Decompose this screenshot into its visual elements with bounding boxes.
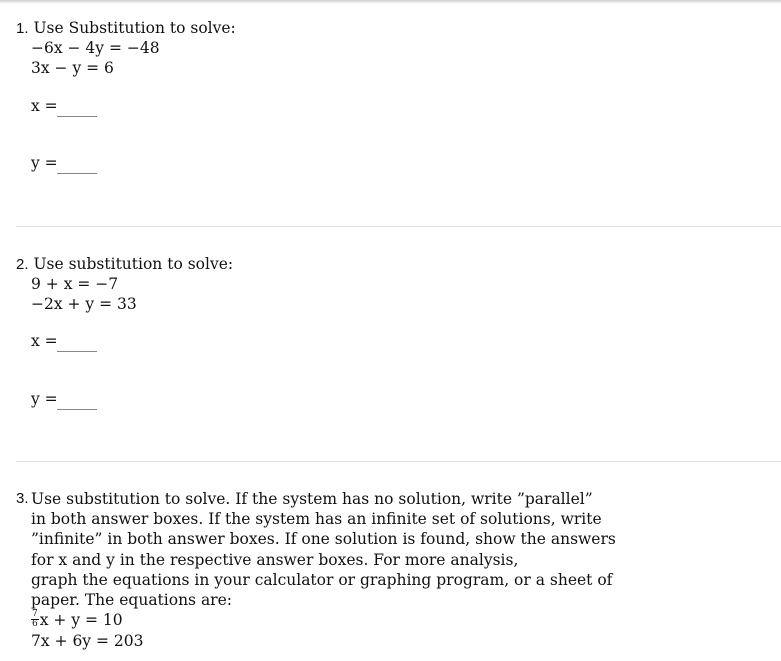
question-2-prompt bbox=[16, 254, 233, 275]
question-3-line-5: graph the equations in your calculator or graphing program, or a sheet of bbox=[31, 570, 613, 589]
fraction-numerator: 7 bbox=[32, 608, 38, 619]
question-2-x-label: x = bbox=[31, 332, 58, 350]
fraction-denominator: 6 bbox=[32, 618, 38, 629]
question-2-y-label: y = bbox=[31, 390, 58, 408]
question-2-number: 2. bbox=[16, 256, 29, 273]
question-1-answer-x[interactable] bbox=[31, 96, 111, 120]
question-3-number: 3. bbox=[16, 490, 29, 507]
question-2-equation-1: 9 + x = −7 bbox=[31, 275, 119, 293]
question-2-answer-y[interactable] bbox=[31, 389, 111, 413]
question-3-line-3: ”infinite” in both answer boxes. If one solution is found, show the answers bbox=[31, 530, 616, 549]
question-1-y-label: y = bbox=[31, 154, 58, 172]
question-3-line-1: Use substitution to solve. If the system has no solution, write ”parallel” bbox=[31, 490, 593, 508]
question-3-line-4: for x and y in the respective answer boxes. For more analysis, bbox=[31, 550, 519, 569]
question-1-equation-1: −6x − 4y = −48 bbox=[31, 39, 160, 57]
question-2-equation-2: −2x + y = 33 bbox=[31, 295, 137, 313]
question-3-line-6: paper. The equations are: bbox=[31, 591, 232, 610]
question-3-equation-1 bbox=[31, 610, 591, 631]
question-1-x-label: x = bbox=[31, 97, 58, 115]
question-1-equation-2: 3x − y = 6 bbox=[31, 59, 114, 77]
fraction bbox=[31, 610, 39, 629]
question-3-line-2: in both answer boxes. If the system has an infinite set of solutions, write bbox=[31, 510, 602, 529]
question-1-answer-y[interactable] bbox=[31, 153, 111, 177]
top-shadow bbox=[0, 0, 781, 4]
question-1-prompt bbox=[16, 18, 236, 39]
question-2-x-input[interactable] bbox=[57, 351, 97, 352]
question-1-text: Use Substitution to solve: bbox=[33, 19, 236, 37]
question-2-text: Use substitution to solve: bbox=[33, 255, 234, 273]
question-3-equation-2: 7x + 6y = 203 bbox=[31, 631, 144, 650]
question-3-equation-1-rest: x + y = 10 bbox=[39, 611, 123, 630]
question-1-y-input[interactable] bbox=[57, 173, 97, 174]
question-1-number: 1. bbox=[16, 20, 29, 37]
divider bbox=[16, 461, 781, 462]
question-1-x-input[interactable] bbox=[57, 116, 97, 117]
question-3-prompt bbox=[31, 489, 616, 651]
divider bbox=[16, 226, 781, 227]
question-2-answer-x[interactable] bbox=[31, 331, 111, 355]
question-2-y-input[interactable] bbox=[57, 409, 97, 410]
